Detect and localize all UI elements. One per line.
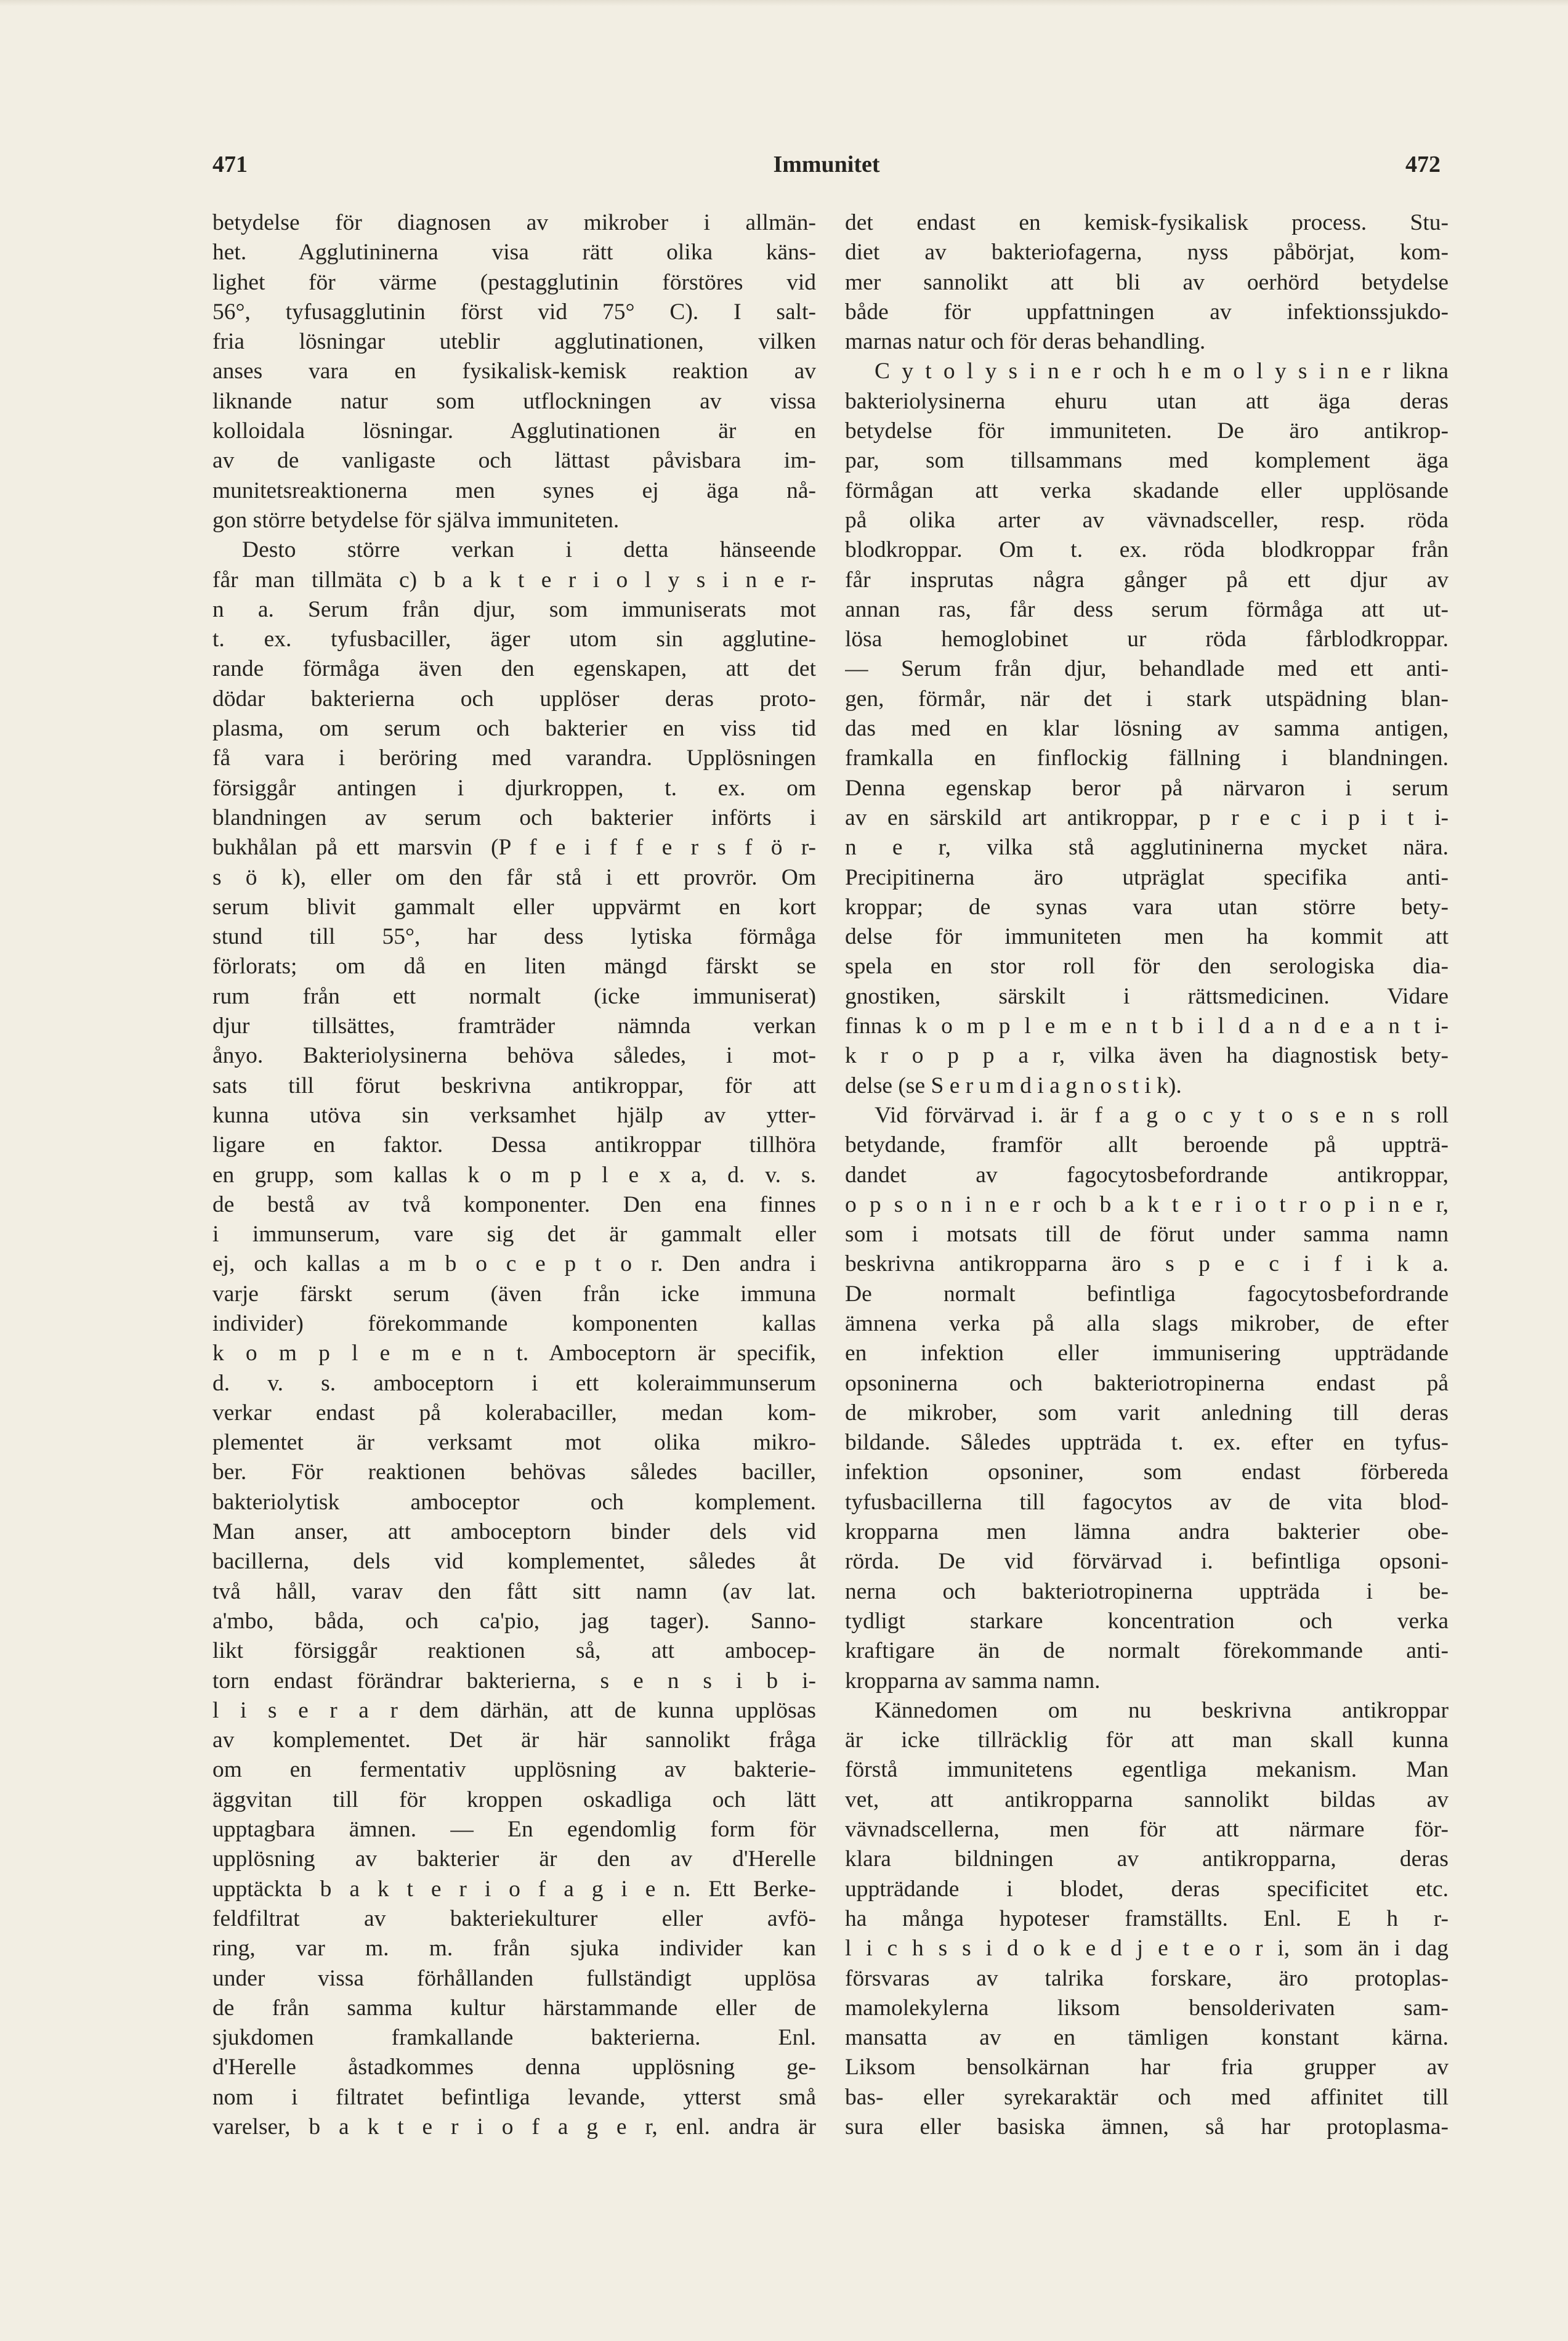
text-line: ej, och kallas a m b o c e p t o r. Den andra i	[212, 1251, 816, 1277]
text-line: gen, förmår, när det i stark utspädning blan-	[845, 686, 1449, 712]
text-line: dödar bakterierna och upplöser deras proto-	[212, 686, 816, 712]
text-line: betydande, framför allt beroende på uppträ-	[845, 1132, 1449, 1158]
text-line: i immunserum, vare sig det är gammalt eller	[212, 1222, 816, 1248]
running-head	[212, 143, 1441, 186]
text-line: bukhålan på ett marsvin (P f e i f f e r s f ö r-	[212, 835, 816, 861]
text-line: par, som tillsammans med komplement äga	[845, 448, 1449, 474]
text-line: de bestå av två komponenter. Den ena finnes	[212, 1191, 816, 1217]
right-text-column	[845, 208, 1449, 2142]
text-line: av komplementet. Det är här sannolikt fråga	[212, 1727, 816, 1753]
text-line: gon större betydelse för själva immuniteten.	[212, 507, 620, 533]
text-line: det endast en kemisk-fysikalisk process. Stu-	[845, 210, 1449, 235]
text-line: blodkroppar. Om t. ex. röda blodkroppar från	[845, 537, 1449, 563]
text-line: delse för immuniteten men ha kommit att	[845, 924, 1449, 950]
text-line: Denna egenskap beror på närvaron i serum	[845, 775, 1449, 801]
text-line: bakteriolysinerna ehuru utan att äga deras	[845, 388, 1449, 414]
text-line: uppträdande i blodet, deras specificitet etc.	[845, 1876, 1449, 1902]
text-line: kroppar; de synas vara utan större bety-	[845, 894, 1449, 920]
text-line: försvaras av talrika forskare, äro protoplas-	[845, 1965, 1449, 1991]
text-line: bas- eller syrekaraktär och med affinitet till	[845, 2084, 1449, 2110]
text-line: tyfusbacillerna till fagocytos av de vita blod-	[845, 1489, 1449, 1515]
text-line: verkar endast på kolerabaciller, medan kom-	[212, 1400, 816, 1426]
text-line: betydelse för immuniteten. De äro antikrop-	[845, 418, 1449, 444]
text-line: gnostiken, särskilt i rättsmedicinen. Vidare	[845, 983, 1449, 1009]
text-line: feldfiltrat av bakteriekulturer eller avfö-	[212, 1905, 816, 1931]
text-line: lösa hemoglobinet ur röda fårblodkroppar.	[845, 627, 1449, 652]
text-line: Liksom bensolkärnan har fria grupper av	[845, 2055, 1449, 2080]
text-line: en grupp, som kallas k o m p l e x a, d. v. s.	[212, 1162, 816, 1188]
text-line: de mikrober, som varit anledning till deras	[845, 1400, 1449, 1426]
text-line: Vid förvärvad i. är f a g o c y t o s e n s roll	[875, 1102, 1449, 1128]
text-line: Precipitinerna äro utpräglat specifika anti-	[845, 864, 1449, 890]
text-line: ber. För reaktionen behövas således baciller,	[212, 1459, 816, 1485]
text-line: varje färskt serum (även från icke immuna	[212, 1281, 816, 1307]
text-line: nom i filtratet befintliga levande, ytterst små	[212, 2084, 816, 2110]
text-line: äggvitan till för kroppen oskadliga och lätt	[212, 1787, 816, 1812]
text-line: diet av bakteriofagerna, nyss påbörjat, kom-	[845, 240, 1449, 266]
text-line: sats till förut beskrivna antikroppar, för att	[212, 1073, 816, 1098]
text-line: förstå immunitetens egentliga mekanism. Man	[845, 1757, 1449, 1783]
text-line: försiggår antingen i djurkroppen, t. ex. om	[212, 775, 816, 801]
text-line: framkalla en finflockig fällning i blandningen.	[845, 745, 1449, 771]
text-line: n e r, vilka stå agglutininerna mycket nära.	[845, 835, 1449, 861]
text-line: het. Agglutininerna visa rätt olika käns-	[212, 240, 816, 266]
text-line: — Serum från djur, behandlade med ett anti-	[845, 656, 1449, 682]
text-line: 56°, tyfusagglutinin först vid 75° C). I salt-	[212, 299, 816, 325]
text-line: vävnadscellerna, men för att närmare för-	[845, 1817, 1449, 1843]
text-line: Kännedomen om nu beskrivna antikroppar	[875, 1697, 1449, 1723]
text-line: förmågan att verka skadande eller upplösande	[845, 477, 1449, 503]
text-line: klara bildningen av antikropparna, deras	[845, 1846, 1449, 1872]
text-line: kolloidala lösningar. Agglutinationen är en	[212, 418, 816, 444]
text-line: ånyo. Bakteriolysinerna behöva således, i mot-	[212, 1043, 816, 1069]
text-line: opsoninerna och bakteriotropinerna endast på	[845, 1370, 1449, 1396]
text-line: mer sannolikt att bli av oerhörd betydelse	[845, 269, 1449, 295]
page-number-left: 471	[212, 152, 248, 177]
text-line: rum från ett normalt (icke immuniserat)	[212, 983, 816, 1009]
text-line: varelser, b a k t e r i o f a g e r, enl. andra är	[212, 2114, 816, 2140]
text-line: ha många hypoteser framställts. Enl. E h r-	[845, 1905, 1449, 1931]
text-line: få vara i beröring med varandra. Upplösningen	[212, 745, 816, 771]
text-line: vet, att antikropparna sannolikt bildas av	[845, 1787, 1449, 1812]
text-line: får insprutas några gånger på ett djur av	[845, 567, 1449, 593]
text-line: om en fermentativ upplösning av bakterie-	[212, 1757, 816, 1783]
text-line: a'mbo, båda, och ca'pio, jag tager). Sanno-	[212, 1608, 816, 1634]
text-line: t. ex. tyfusbaciller, äger utom sin agglutine-	[212, 627, 816, 652]
text-line: De normalt befintliga fagocytosbefordrande	[845, 1281, 1449, 1307]
text-line: av de vanligaste och lättast påvisbara im-	[212, 448, 816, 474]
text-line: dandet av fagocytosbefordrande antikroppar,	[845, 1162, 1449, 1188]
text-line: mansatta av en tämligen konstant kärna.	[845, 2025, 1449, 2051]
text-line: n a. Serum från djur, som immuniserats mot	[212, 596, 816, 622]
text-line: likt försiggår reaktionen så, att ambocep-	[212, 1638, 816, 1664]
text-line: marnas natur och för deras behandling.	[845, 329, 1206, 355]
text-line: plementet är verksamt mot olika mikro-	[212, 1430, 816, 1456]
text-line: två håll, varav den fått sitt namn (av lat.	[212, 1578, 816, 1604]
text-line: av en särskild art antikroppar, p r e c i p i t i-	[845, 805, 1449, 830]
text-line: både för uppfattningen av infektionssjukdo-	[845, 299, 1449, 325]
text-line: beskrivna antikropparna äro s p e c i f i k a.	[845, 1251, 1449, 1277]
text-line: nerna och bakteriotropinerna uppträda i be-	[845, 1578, 1449, 1604]
text-line: d'Herelle åstadkommes denna upplösning ge-	[212, 2055, 816, 2080]
text-line: förlorats; om då en liten mängd färskt se	[212, 954, 816, 980]
text-line: serum blivit gammalt eller uppvärmt en kort	[212, 894, 816, 920]
text-line: ring, var m. m. från sjuka individer kan	[212, 1936, 816, 1962]
text-line: ämnena verka på alla slags mikrober, de efter	[845, 1310, 1449, 1336]
text-line: som i motsats till de förut under samma namn	[845, 1222, 1449, 1248]
text-line: l i c h s s i d o k e d j e t e o r i, som än i dag	[845, 1936, 1449, 1962]
text-line: delse (se S e r u m d i a g n o s t i k).	[845, 1073, 1182, 1098]
text-line: upptäckta b a k t e r i o f a g i e n. Ett Berke-	[212, 1876, 816, 1902]
text-line: s ö k), eller om den får stå i ett provrör. Om	[212, 864, 816, 890]
text-line: rande förmåga även den egenskapen, att det	[212, 656, 816, 682]
text-line: ligare en faktor. Dessa antikroppar tillhöra	[212, 1132, 816, 1158]
text-line: mamolekylerna liksom bensolderivaten sam-	[845, 1995, 1449, 2021]
text-line: upptagbara ämnen. — En egendomlig form för	[212, 1817, 816, 1843]
text-line: kunna utöva sin verksamhet hjälp av ytter-	[212, 1102, 816, 1128]
text-line: tydligt starkare koncentration och verka	[845, 1608, 1449, 1634]
paper-edge	[0, 0, 1568, 6]
text-line: k r o p p a r, vilka även ha diagnostisk bety-	[845, 1043, 1449, 1069]
text-line: C y t o l y s i n e r och h e m o l y s i n e r likna	[875, 359, 1449, 384]
text-line: spela en stor roll för den serologiska dia-	[845, 954, 1449, 980]
text-line: Desto större verkan i detta hänseende	[242, 537, 816, 563]
text-line: under vissa förhållanden fullständigt upplösa	[212, 1965, 816, 1991]
text-line: k o m p l e m e n t. Amboceptorn är specifik,	[212, 1341, 816, 1366]
text-line: fria lösningar uteblir agglutinationen, vilken	[212, 329, 816, 355]
text-line: upplösning av bakterier är den av d'Herelle	[212, 1846, 816, 1872]
text-line: l i s e r a r dem därhän, att de kunna upplösas	[212, 1697, 816, 1723]
text-line: rörda. De vid förvärvad i. befintliga opsoni-	[845, 1549, 1449, 1575]
text-line: das med en klar lösning av samma antigen,	[845, 716, 1449, 742]
text-line: infektion opsoniner, som endast förbereda	[845, 1459, 1449, 1485]
text-line: annan ras, får dess serum förmåga att ut-	[845, 596, 1449, 622]
text-line: liknande natur som utflockningen av vissa	[212, 388, 816, 414]
page-title: Immunitet	[773, 152, 880, 177]
text-line: på olika arter av vävnadsceller, resp. röda	[845, 507, 1449, 533]
text-line: de från samma kultur härstammande eller de	[212, 1995, 816, 2021]
text-line: betydelse för diagnosen av mikrober i allmän-	[212, 210, 816, 235]
page-number-right: 472	[1405, 152, 1441, 177]
text-line: bacillerna, dels vid komplementet, således åt	[212, 1549, 816, 1575]
text-line: lighet för värme (pestagglutinin förstöres vid	[212, 269, 816, 295]
text-line: torn endast förändrar bakterierna, s e n s i b i-	[212, 1668, 816, 1694]
text-line: stund till 55°, har dess lytiska förmåga	[212, 924, 816, 950]
text-line: sura eller basiska ämnen, så har protoplasma-	[845, 2114, 1449, 2140]
text-line: kraftigare än de normalt förekommande anti-	[845, 1638, 1449, 1664]
text-line: bildande. Således uppträda t. ex. efter en tyfus-	[845, 1430, 1449, 1456]
left-text-column	[212, 208, 816, 2142]
text-line: bakteriolytisk amboceptor och komplement.	[212, 1489, 816, 1515]
text-line: en infektion eller immunisering uppträdande	[845, 1341, 1449, 1366]
text-line: kropparna av samma namn.	[845, 1668, 1101, 1694]
text-line: d. v. s. amboceptorn i ett koleraimmunserum	[212, 1370, 816, 1396]
text-line: plasma, om serum och bakterier en viss tid	[212, 716, 816, 742]
text-line: kropparna men lämna andra bakterier obe-	[845, 1519, 1449, 1545]
text-line: sjukdomen framkallande bakterierna. Enl.	[212, 2025, 816, 2051]
text-line: anses vara en fysikalisk-kemisk reaktion av	[212, 359, 816, 384]
text-line: får man tillmäta c) b a k t e r i o l y s i n e r-	[212, 567, 816, 593]
text-line: är icke tillräcklig för att man skall kunna	[845, 1727, 1449, 1753]
text-line: finnas k o m p l e m e n t b i l d a n d e a n t i-	[845, 1013, 1449, 1039]
text-line: munitetsreaktionerna men synes ej äga nå-	[212, 477, 816, 503]
text-line: individer) förekommande komponenten kallas	[212, 1310, 816, 1336]
text-line: Man anser, att amboceptorn binder dels vid	[212, 1519, 816, 1545]
text-line: djur tillsättes, framträder nämnda verkan	[212, 1013, 816, 1039]
text-line: blandningen av serum och bakterier införts i	[212, 805, 816, 830]
text-line: o p s o n i n e r och b a k t e r i o t r o p i n e r,	[845, 1191, 1449, 1217]
